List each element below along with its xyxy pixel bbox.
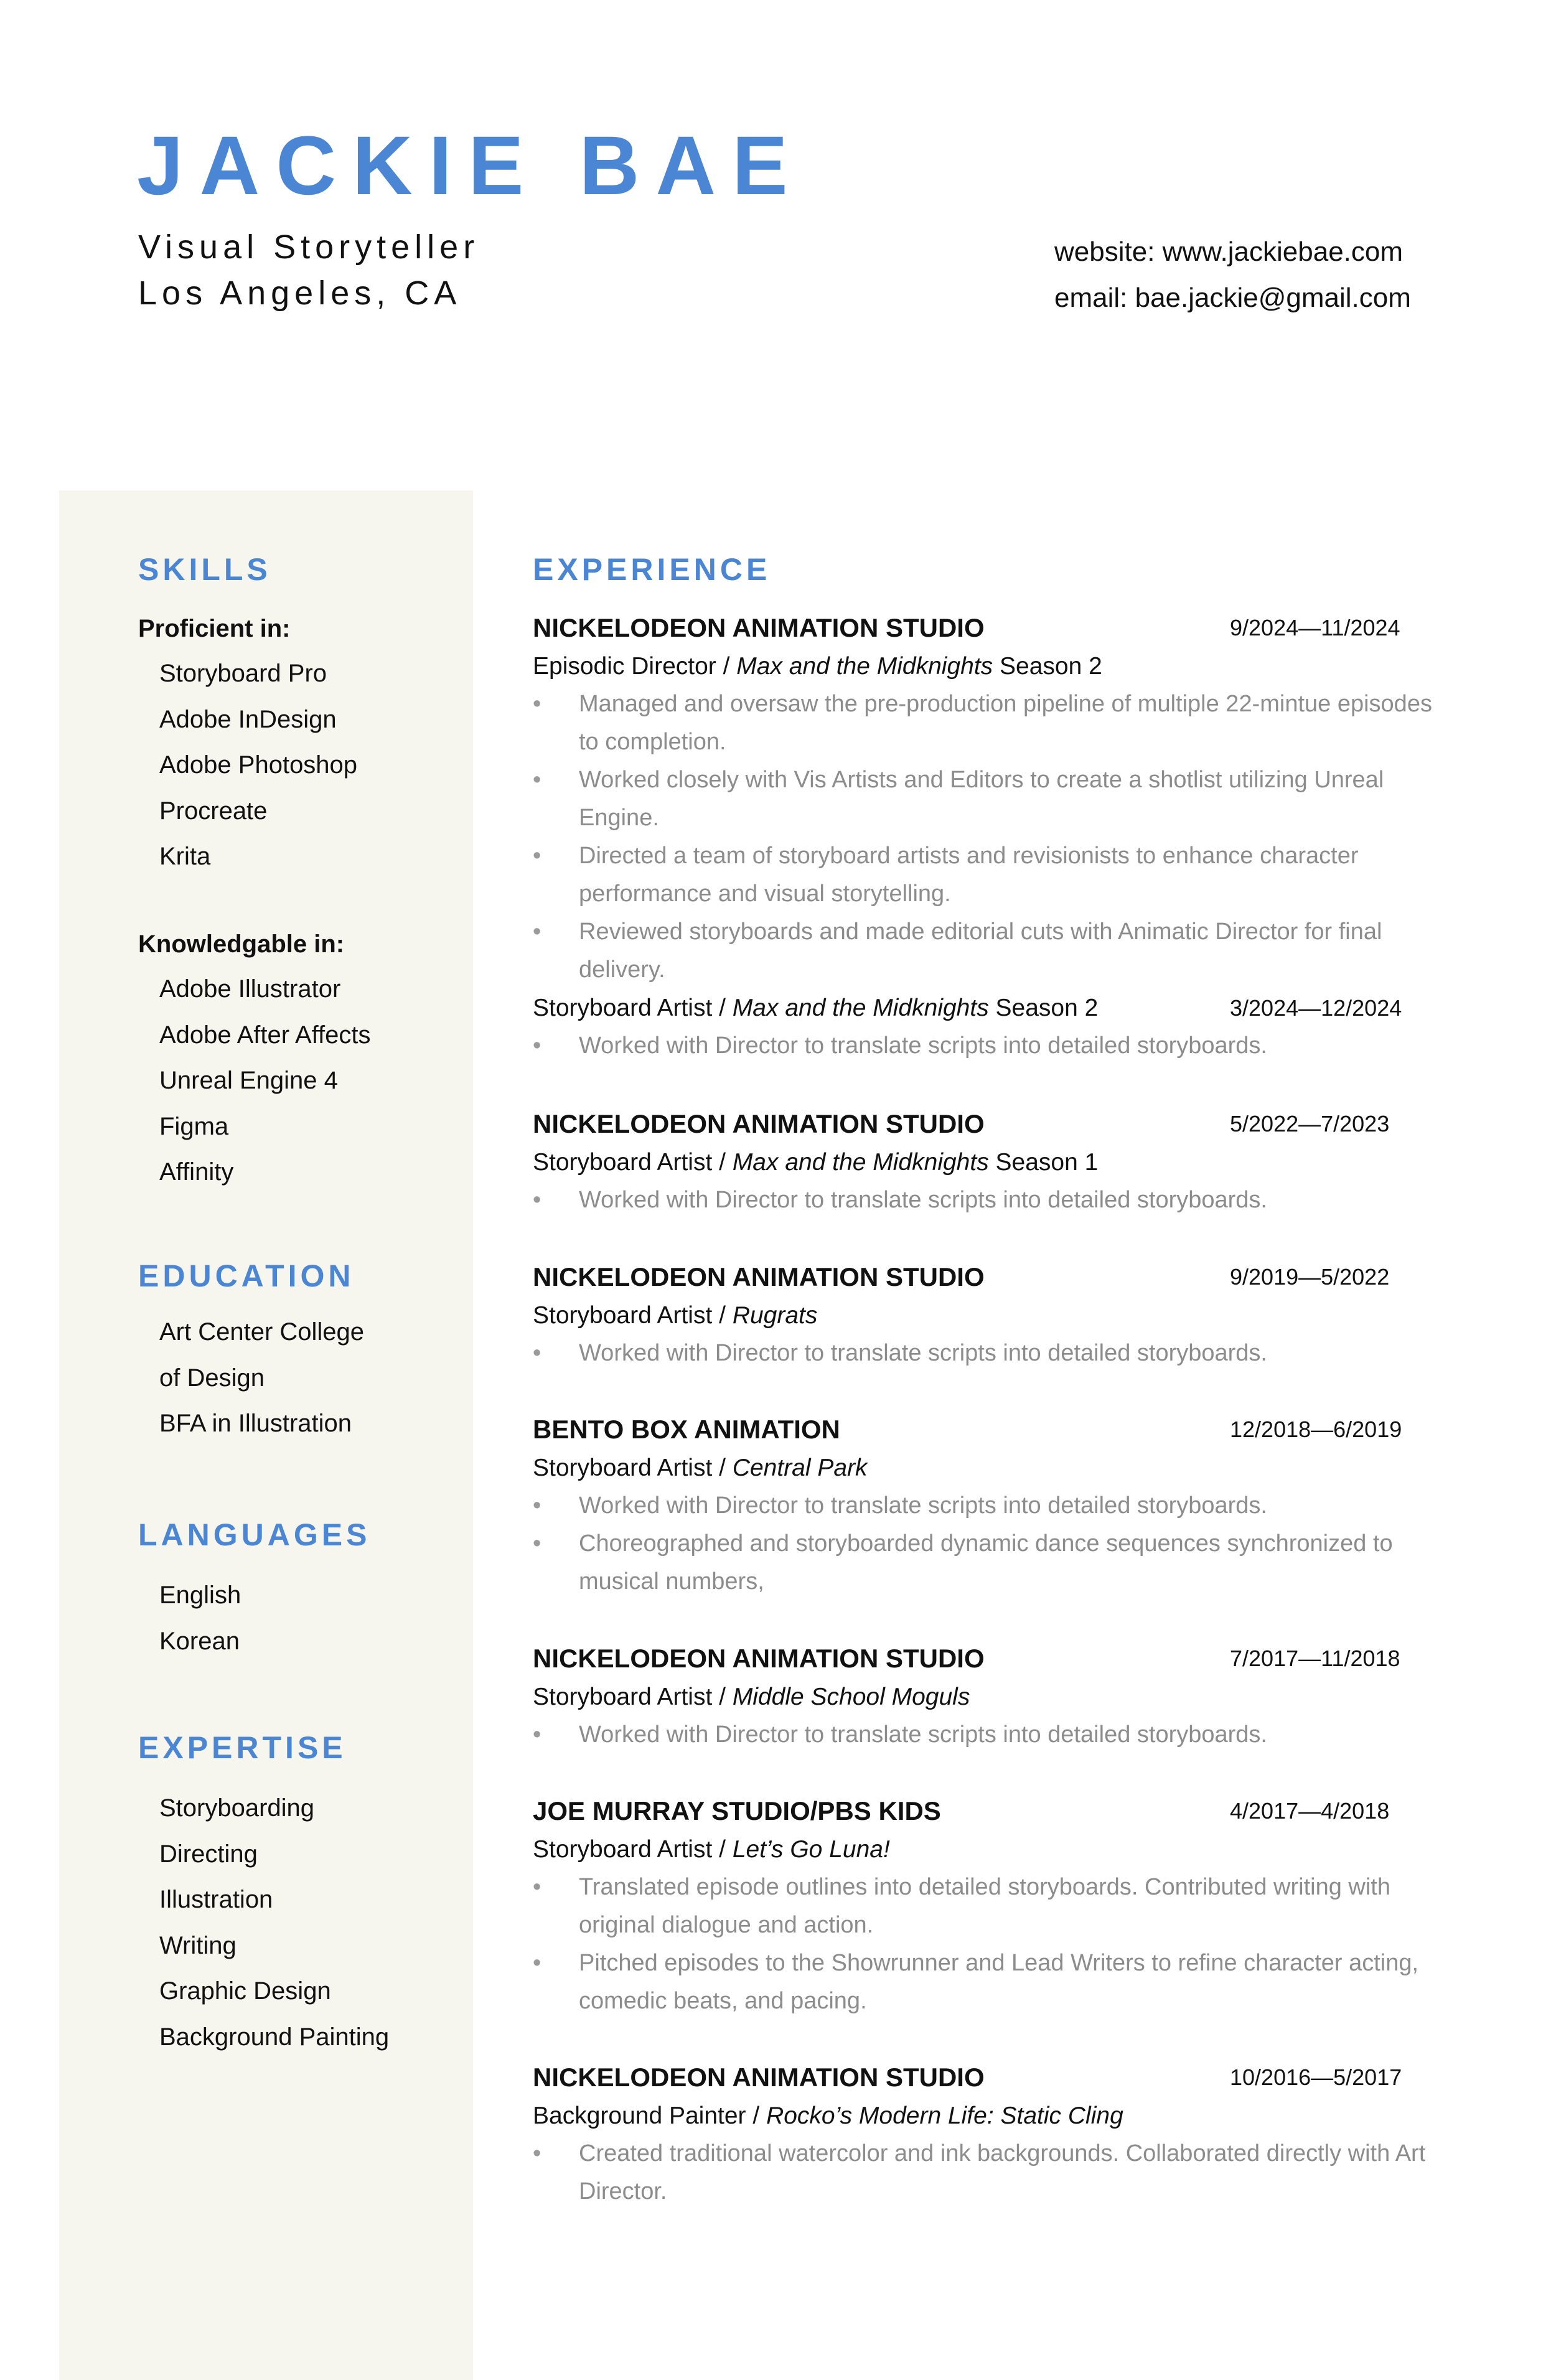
knowledgable-label: Knowledgable in: xyxy=(138,930,345,958)
languages-list xyxy=(159,1573,241,1664)
role-separator: / xyxy=(712,1302,733,1329)
role-dates: 3/2024—12/2024 xyxy=(1230,995,1402,1021)
show-suffix: Season 1 xyxy=(988,1149,1099,1176)
language-item: English xyxy=(159,1581,241,1609)
education-item: of Design xyxy=(159,1364,265,1392)
skill-item: Adobe Illustrator xyxy=(159,975,341,1003)
job-dates: 7/2017—11/2018 xyxy=(1230,1646,1400,1671)
role-line xyxy=(533,647,1441,685)
skill-item: Krita xyxy=(159,843,211,870)
duty-item: • Worked closely with Vis Artists and Editors to create a shotlist utilizing Unreal Engine. xyxy=(533,761,1441,837)
expertise-item: Illustration xyxy=(159,1886,273,1913)
duty-item: • Created traditional watercolor and ink backgrounds. Collaborated directly with Art Director. xyxy=(533,2135,1441,2211)
expertise-list xyxy=(159,1786,389,2060)
duty-item: • Worked with Director to translate scripts into detailed storyboards. xyxy=(533,1716,1441,1754)
role-separator: / xyxy=(712,1684,733,1710)
skill-item: Procreate xyxy=(159,797,268,825)
job-entry xyxy=(533,1792,1441,2020)
skill-item: Unreal Engine 4 xyxy=(159,1067,338,1094)
skill-item: Storyboard Pro xyxy=(159,660,327,687)
skill-item: Adobe InDesign xyxy=(159,705,337,733)
duties-list xyxy=(533,1334,1441,1372)
show-title: Max and the Midknights xyxy=(732,1149,989,1176)
job-header xyxy=(533,1105,1441,1143)
email-label: email: xyxy=(1054,283,1128,313)
job-entry xyxy=(533,1258,1441,1372)
expertise-heading: EXPERTISE xyxy=(138,1730,347,1765)
role-title: Storyboard Artist xyxy=(533,995,713,1021)
role-title: Background Painter xyxy=(533,2102,746,2129)
company-name: NICKELODEON ANIMATION STUDIO xyxy=(533,1644,985,1673)
expertise-item: Background Painting xyxy=(159,2023,390,2051)
experience-heading: EXPERIENCE xyxy=(533,552,771,587)
job-entry xyxy=(533,1639,1441,1754)
duties-list xyxy=(533,1716,1441,1754)
location: Los Angeles, CA xyxy=(138,274,462,312)
show-title: Max and the Midknights xyxy=(736,653,993,680)
show-suffix: Season 2 xyxy=(993,653,1102,680)
education-item: BFA in Illustration xyxy=(159,1410,352,1437)
company-name: NICKELODEON ANIMATION STUDIO xyxy=(533,1262,985,1291)
duties-list xyxy=(533,1181,1441,1219)
job-entry xyxy=(533,1105,1441,1219)
duty-item: • Directed a team of storyboard artists and revisionists to enhance character performance and visual storytelling. xyxy=(533,837,1441,913)
role-line xyxy=(533,2097,1441,2135)
role-title: Storyboard Artist xyxy=(533,1684,713,1710)
role-separator: / xyxy=(712,1455,733,1481)
website-row xyxy=(1054,229,1411,275)
role-title: Storyboard Artist xyxy=(533,1455,713,1481)
role-separator: / xyxy=(716,653,737,680)
company-name: NICKELODEON ANIMATION STUDIO xyxy=(533,613,985,642)
expertise-item: Writing xyxy=(159,1931,237,1959)
role-line xyxy=(533,1678,1441,1716)
job-dates: 5/2022—7/2023 xyxy=(1230,1111,1390,1136)
company-name: NICKELODEON ANIMATION STUDIO xyxy=(533,2063,985,2092)
role-separator: / xyxy=(712,995,733,1021)
duty-item: • Translated episode outlines into detailed storyboards. Contributed writing with original dialogue and action. xyxy=(533,1868,1441,1944)
duties-list xyxy=(533,1027,1441,1065)
role-title: Storyboard Artist xyxy=(533,1836,713,1863)
language-item: Korean xyxy=(159,1627,240,1655)
expertise-item: Storyboarding xyxy=(159,1794,315,1822)
skills-heading: SKILLS xyxy=(138,552,271,587)
skill-item: Adobe After Affects xyxy=(159,1021,371,1049)
job-header xyxy=(533,609,1441,647)
duties-list xyxy=(533,2135,1441,2211)
show-suffix: Season 2 xyxy=(988,995,1099,1021)
role-line xyxy=(533,989,1441,1027)
duty-item: • Worked with Director to translate scripts into detailed storyboards. xyxy=(533,1487,1441,1525)
company-name: JOE MURRAY STUDIO/PBS KIDS xyxy=(533,1796,941,1825)
education-list xyxy=(159,1309,364,1447)
job-dates: 9/2024—11/2024 xyxy=(1230,615,1400,640)
expertise-item: Graphic Design xyxy=(159,1977,331,2005)
duties-list xyxy=(533,1487,1441,1601)
education-heading: EDUCATION xyxy=(138,1258,355,1293)
show-title: Central Park xyxy=(732,1455,868,1481)
job-dates: 10/2016—5/2017 xyxy=(1230,2064,1402,2090)
education-item: Art Center College xyxy=(159,1318,365,1346)
role-separator: / xyxy=(712,1149,733,1176)
website-label: website: xyxy=(1054,237,1155,267)
skill-item: Affinity xyxy=(159,1158,234,1186)
job-dates: 4/2017—4/2018 xyxy=(1230,1798,1390,1824)
skill-item: Adobe Photoshop xyxy=(159,751,358,779)
role-line xyxy=(533,1143,1441,1181)
website-link[interactable]: www.jackiebae.com xyxy=(1162,237,1404,267)
job-title: Visual Storyteller xyxy=(138,228,480,266)
role-title: Storyboard Artist xyxy=(533,1149,713,1176)
job-dates: 12/2018—6/2019 xyxy=(1230,1417,1402,1442)
duty-item: • Worked with Director to translate scripts into detailed storyboards. xyxy=(533,1027,1441,1065)
show-title: Rocko’s Modern Life: Static Cling xyxy=(766,2102,1123,2129)
job-header xyxy=(533,1258,1441,1296)
job-header xyxy=(533,2058,1441,2097)
duty-item: • Worked with Director to translate scripts into detailed storyboards. xyxy=(533,1334,1441,1372)
proficient-list xyxy=(159,651,357,880)
job-entry xyxy=(533,609,1441,1065)
duty-item: • Managed and oversaw the pre-production pipeline of multiple 22-mintue episodes to completion. xyxy=(533,685,1441,761)
contact-info xyxy=(1054,229,1411,321)
languages-heading: LANGUAGES xyxy=(138,1517,371,1552)
duty-item: • Worked with Director to translate scripts into detailed storyboards. xyxy=(533,1181,1441,1219)
show-title: Max and the Midknights xyxy=(732,995,989,1021)
show-title: Let’s Go Luna! xyxy=(732,1836,890,1863)
knowledgable-list xyxy=(159,967,371,1196)
job-entry xyxy=(533,1410,1441,1601)
email-link[interactable]: bae.jackie@gmail.com xyxy=(1135,283,1411,313)
show-title: Middle School Moguls xyxy=(732,1684,970,1710)
role-title: Storyboard Artist xyxy=(533,1302,713,1329)
job-header xyxy=(533,1792,1441,1830)
job-dates: 9/2019—5/2022 xyxy=(1230,1264,1390,1290)
duties-list xyxy=(533,1868,1441,2020)
candidate-name: JACKIE BAE xyxy=(137,119,804,212)
role-line xyxy=(533,1296,1441,1334)
header-tagline xyxy=(138,224,479,316)
skill-item: Figma xyxy=(159,1112,229,1140)
proficient-label: Proficient in: xyxy=(138,615,291,642)
duty-item: • Pitched episodes to the Showrunner and Lead Writers to refine character acting, comedic beats, and pacing. xyxy=(533,1944,1441,2020)
duties-list xyxy=(533,685,1441,989)
role-separator: / xyxy=(712,1836,733,1863)
role-line xyxy=(533,1830,1441,1868)
duty-item: • Reviewed storyboards and made editorial cuts with Animatic Director for final delivery. xyxy=(533,913,1441,989)
role-title: Episodic Director xyxy=(533,653,716,680)
job-header xyxy=(533,1639,1441,1678)
duty-item: • Choreographed and storyboarded dynamic dance sequences synchronized to musical numbers, xyxy=(533,1525,1441,1601)
company-name: BENTO BOX ANIMATION xyxy=(533,1415,840,1444)
email-row xyxy=(1054,275,1411,321)
expertise-item: Directing xyxy=(159,1840,258,1868)
role-line xyxy=(533,1449,1441,1487)
job-header xyxy=(533,1410,1441,1449)
show-title: Rugrats xyxy=(732,1302,818,1329)
company-name: NICKELODEON ANIMATION STUDIO xyxy=(533,1109,985,1138)
job-entry xyxy=(533,2058,1441,2211)
role-separator: / xyxy=(746,2102,767,2129)
